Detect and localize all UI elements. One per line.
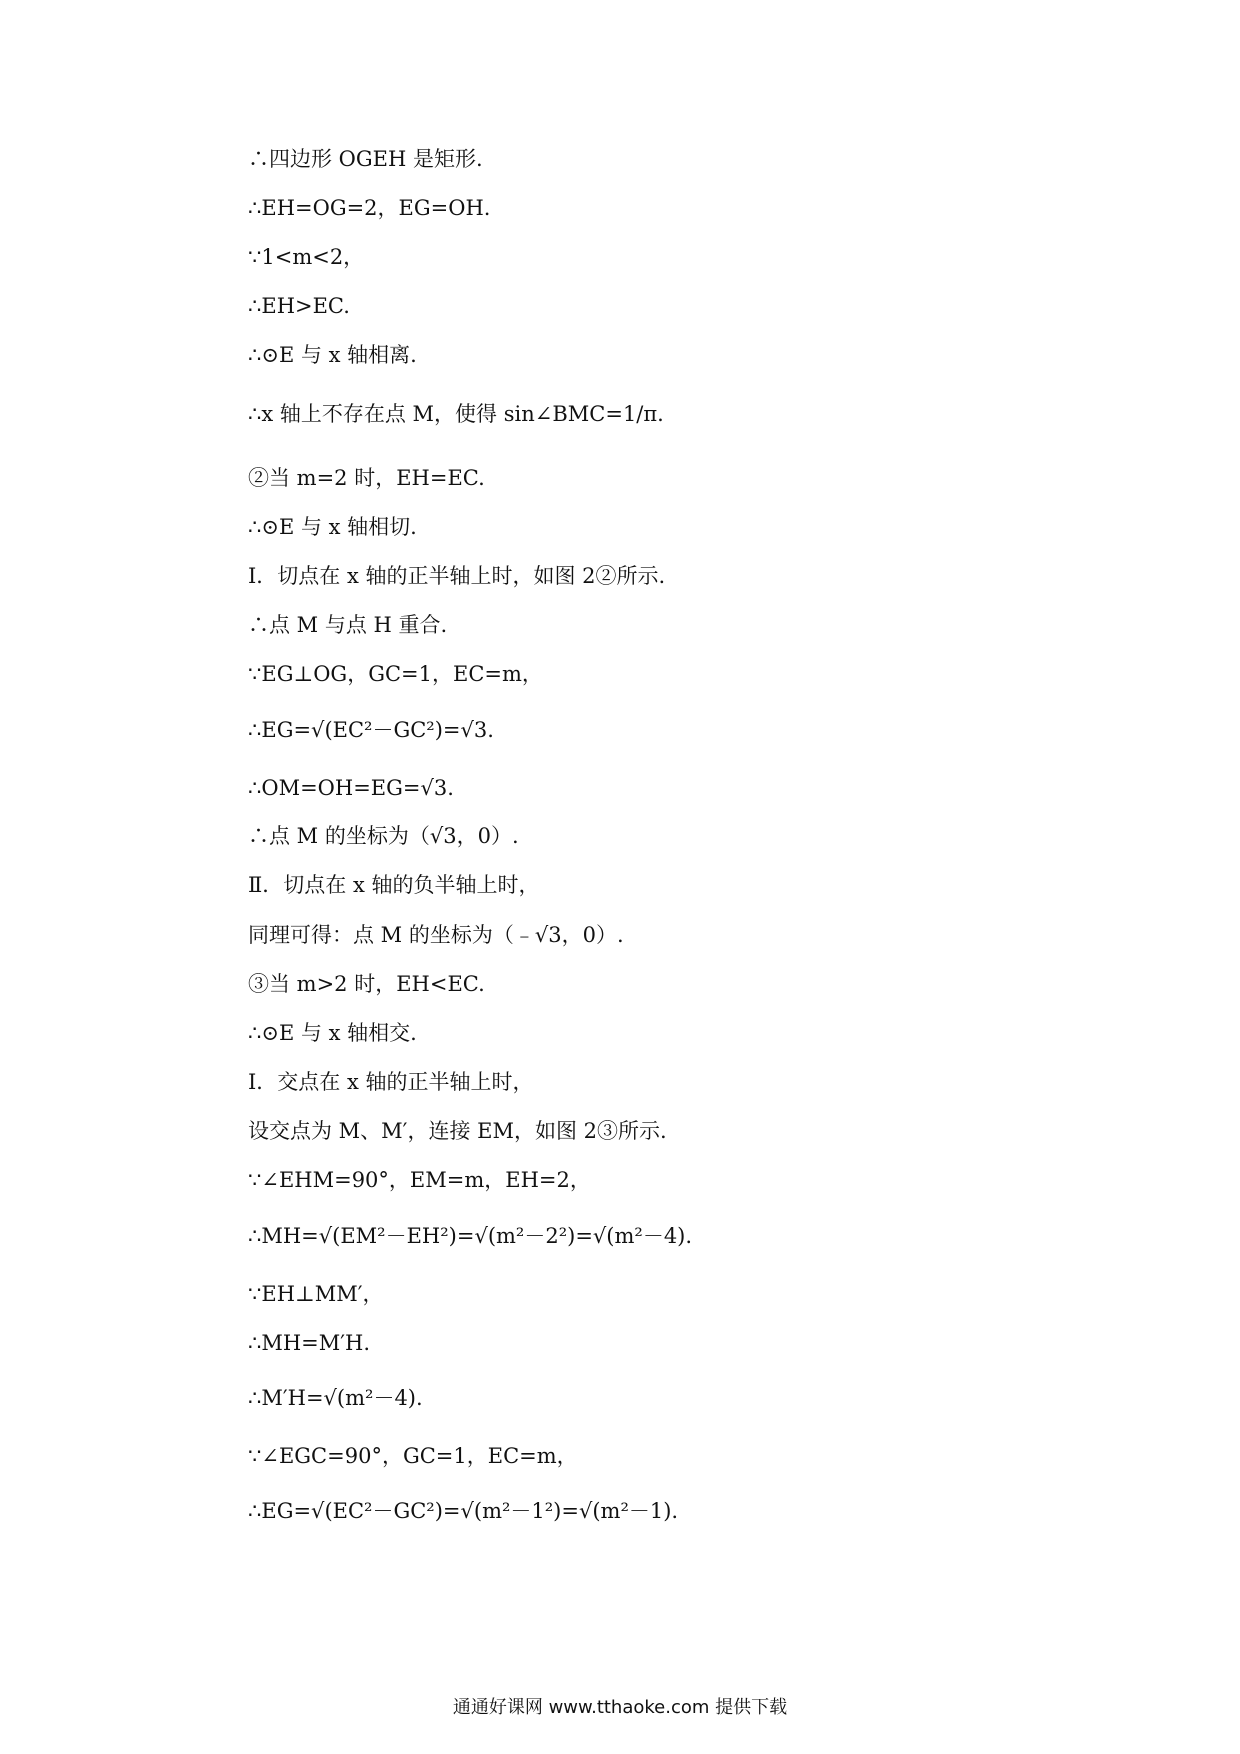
solution-line: ∵∠EGC=90°，GC=1，EC=m，	[248, 1444, 578, 1468]
solution-line: ∵∠EHM=90°，EM=m，EH=2，	[248, 1168, 591, 1192]
solution-line: Ⅰ．交点在 x 轴的正半轴上时，	[248, 1070, 534, 1094]
solution-line: ∴MH=M′H.	[248, 1331, 371, 1355]
solution-line: ∴M′H=√(m²－4).	[248, 1386, 423, 1410]
solution-line: ∴⊙E 与 x 轴相交.	[248, 1021, 417, 1045]
solution-line: Ⅰ．切点在 x 轴的正半轴上时，如图 2②所示.	[248, 564, 666, 588]
solution-line: ∴EG=√(EC²－GC²)=√3.	[248, 718, 494, 742]
solution-line: ∵1<m<2，	[248, 245, 365, 269]
solution-line: ∵EH⊥MM′，	[248, 1282, 384, 1306]
solution-line: ∴EH>EC.	[248, 294, 350, 318]
solution-line: ∴⊙E 与 x 轴相切.	[248, 515, 417, 539]
solution-line: ∴x 轴上不存在点 M，使得 sin∠BMC=1/π.	[248, 402, 664, 426]
solution-line: ∴点 M 与点 H 重合.	[248, 613, 448, 637]
solution-line: ∴EG=√(EC²－GC²)=√(m²－1²)=√(m²－1).	[248, 1499, 679, 1523]
solution-line: ∴OM=OH=EG=√3.	[248, 776, 454, 800]
solution-line: ∴MH=√(EM²－EH²)=√(m²－2²)=√(m²－4).	[248, 1224, 693, 1248]
solution-line: Ⅱ．切点在 x 轴的负半轴上时，	[248, 873, 540, 897]
solution-line: 同理可得：点 M 的坐标为（﹣√3，0）.	[248, 923, 624, 947]
solution-line: ∴四边形 OGEH 是矩形.	[248, 147, 483, 171]
solution-line: ∴点 M 的坐标为（√3，0）.	[248, 824, 519, 848]
solution-line: 设交点为 M、M′，连接 EM，如图 2③所示.	[248, 1119, 667, 1143]
page-footer: 通通好课网 www.tthaoke.com 提供下载	[452, 1697, 788, 1718]
solution-line: ∴⊙E 与 x 轴相离.	[248, 343, 417, 367]
solution-line: ∴EH=OG=2，EG=OH.	[248, 196, 491, 220]
solution-line: ∵EG⊥OG，GC=1，EC=m，	[248, 662, 543, 686]
solution-line: ②当 m=2 时，EH=EC.	[248, 466, 485, 490]
solution-line: ③当 m>2 时，EH<EC.	[248, 972, 485, 996]
